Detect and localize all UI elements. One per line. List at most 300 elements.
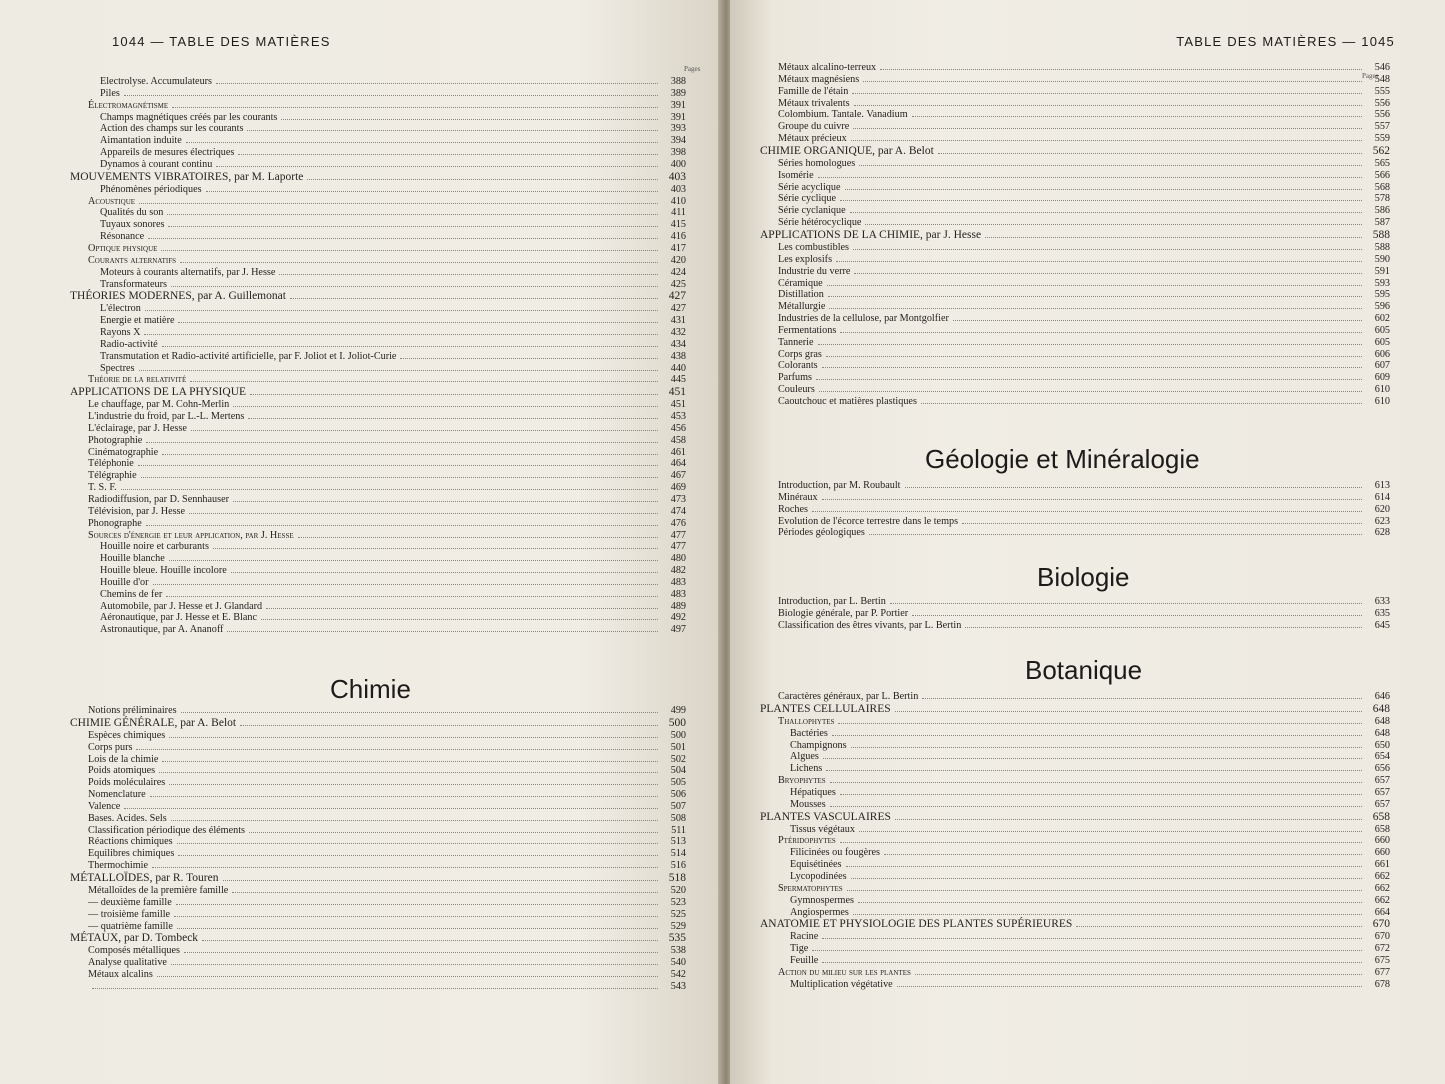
- toc-entry: [70, 541, 686, 553]
- toc-chimie-list: [70, 705, 686, 993]
- toc-entry-page: 506: [670, 789, 686, 801]
- toc-entry-page: 568: [1374, 181, 1390, 193]
- toc-entry-title: Moteurs à courants alternatifs, par J. Hesse: [100, 266, 276, 278]
- dot-leader: [912, 116, 1362, 117]
- toc-entry: [70, 789, 686, 801]
- toc-entry: [760, 121, 1390, 133]
- toc-entry: [760, 242, 1390, 254]
- dot-leader: [850, 212, 1362, 213]
- toc-entry-title: Composés métalliques: [88, 945, 180, 957]
- toc-entry-title: Réactions chimiques: [88, 836, 173, 848]
- toc-entry: [70, 897, 686, 909]
- dot-leader: [162, 346, 658, 347]
- toc-entry-title: Métallurgie: [778, 301, 826, 313]
- toc-entry-page: 477: [670, 541, 686, 553]
- toc-entry: [760, 824, 1390, 836]
- toc-entry-page: 605: [1374, 324, 1390, 336]
- toc-entry-page: 620: [1374, 503, 1390, 515]
- toc-entry: [760, 811, 1390, 824]
- dot-leader: [159, 772, 658, 773]
- dot-leader: [162, 761, 658, 762]
- toc-entry-title: L'électron: [100, 303, 141, 315]
- toc-entry: [70, 374, 686, 386]
- toc-entry-title: Industries de la cellulose, par Montgolfier: [778, 313, 949, 325]
- dot-leader: [92, 988, 658, 989]
- toc-entry-title: Métaux trivalents: [778, 97, 850, 109]
- toc-entry-title: Tige: [790, 943, 809, 955]
- toc-entry: [70, 447, 686, 459]
- toc-entry: [70, 765, 686, 777]
- dot-leader: [822, 367, 1362, 368]
- toc-entry-page: 661: [1374, 859, 1390, 871]
- dot-leader: [953, 320, 1362, 321]
- toc-geologie-list: [760, 480, 1390, 539]
- toc-entry-page: 504: [670, 765, 686, 777]
- toc-entry-title: Qualités du son: [100, 207, 164, 219]
- toc-entry-page: 415: [670, 219, 686, 231]
- dot-leader: [216, 166, 658, 167]
- toc-entry-title: Chemins de fer: [100, 588, 163, 600]
- toc-entry: [760, 396, 1390, 408]
- toc-entry-title: Spermatophytes: [778, 882, 843, 894]
- toc-entry: [760, 205, 1390, 217]
- toc-entry: [70, 315, 686, 327]
- toc-entry-title: Angiospermes: [790, 906, 849, 918]
- dot-leader: [838, 723, 1362, 724]
- toc-entry-page: 610: [1374, 384, 1390, 396]
- dot-leader: [897, 986, 1362, 987]
- toc-entry: [70, 386, 686, 399]
- toc-entry: [760, 751, 1390, 763]
- toc-entry-page: 427: [670, 303, 686, 315]
- toc-entry-title: Equilibres chimiques: [88, 848, 175, 860]
- dot-leader: [202, 940, 658, 941]
- toc-entry-title: Distillation: [778, 289, 824, 301]
- toc-entry-title: Introduction, par M. Roubault: [778, 480, 901, 491]
- toc-entry: [70, 530, 686, 542]
- toc-entry: [70, 279, 686, 291]
- toc-entry: [70, 981, 686, 993]
- toc-entry-title: Industrie du verre: [778, 265, 851, 277]
- toc-entry: [760, 835, 1390, 847]
- dot-leader: [905, 487, 1362, 488]
- dot-leader: [232, 892, 658, 893]
- dot-leader: [829, 308, 1362, 309]
- toc-entry-page: 648: [1374, 727, 1390, 739]
- toc-entry-title: Champignons: [790, 739, 847, 751]
- dot-leader: [233, 406, 658, 407]
- dot-leader: [832, 735, 1362, 736]
- toc-entry-title: Phénomènes périodiques: [100, 183, 202, 195]
- dot-leader: [938, 153, 1362, 154]
- toc-entry-title: Houille blanche: [100, 553, 165, 565]
- toc-entry-title: Multiplication végétative: [790, 978, 893, 990]
- toc-entry-title: Téléphonie: [88, 458, 134, 470]
- dot-leader: [816, 379, 1362, 380]
- toc-entry-title: Corps purs: [88, 741, 133, 753]
- toc-entry-page: 565: [1374, 157, 1390, 169]
- toc-entry: [760, 289, 1390, 301]
- toc-entry: [760, 895, 1390, 907]
- toc-entry-page: 633: [1374, 596, 1390, 607]
- dot-leader: [180, 262, 658, 263]
- toc-entry-title: Bryophytes: [778, 775, 826, 787]
- toc-entry-title: Energie et matière: [100, 315, 175, 327]
- dot-leader: [167, 214, 658, 215]
- toc-entry: [760, 254, 1390, 266]
- toc-entry-page: 660: [1374, 847, 1390, 859]
- dot-leader: [822, 962, 1362, 963]
- toc-entry-page: 480: [670, 553, 686, 565]
- toc-entry: [70, 267, 686, 279]
- toc-entry: [70, 969, 686, 981]
- toc-entry: [760, 109, 1390, 121]
- toc-entry-title: — deuxième famille: [88, 896, 172, 908]
- toc-entry: [760, 349, 1390, 361]
- toc-entry-title: Tuyaux sonores: [100, 219, 165, 231]
- dot-leader: [169, 784, 658, 785]
- toc-entry-title: Bases. Acides. Sels: [88, 812, 167, 824]
- toc-entry: [70, 506, 686, 518]
- toc-entry: [760, 943, 1390, 955]
- toc-entry: [760, 145, 1390, 158]
- toc-entry: [760, 596, 1390, 608]
- dot-leader: [178, 855, 658, 856]
- toc-entry-page: 476: [670, 517, 686, 529]
- toc-entry: [70, 577, 686, 589]
- dot-leader: [827, 285, 1362, 286]
- toc-entry-page: 501: [670, 741, 686, 753]
- toc-entry: [70, 872, 686, 885]
- dot-leader: [186, 142, 658, 143]
- toc-entry: [70, 231, 686, 243]
- dot-leader: [169, 560, 658, 561]
- toc-entry: [70, 885, 686, 897]
- toc-entry: [70, 836, 686, 848]
- dot-leader: [854, 273, 1362, 274]
- toc-entry-page: 657: [1374, 775, 1390, 787]
- toc-entry-page: 591: [1374, 265, 1390, 277]
- toc-entry-page: 502: [670, 753, 686, 765]
- dot-leader: [139, 370, 658, 371]
- dot-leader: [281, 119, 658, 120]
- toc-entry: [760, 871, 1390, 883]
- toc-entry: [70, 565, 686, 577]
- toc-entry-page: 416: [670, 231, 686, 243]
- toc-entry-page: 513: [670, 836, 686, 848]
- dot-leader: [181, 712, 658, 713]
- toc-entry-title: Radio-activité: [100, 338, 158, 350]
- toc-entry-page: 453: [670, 411, 686, 423]
- toc-entry-page: 607: [1374, 360, 1390, 372]
- toc-entry-title: THÉORIES MODERNES, par A. Guillemonat: [70, 290, 286, 303]
- toc-entry: [70, 219, 686, 231]
- toc-entry-page: 662: [1374, 882, 1390, 894]
- toc-entry: [760, 931, 1390, 943]
- dot-leader: [895, 819, 1362, 820]
- dot-leader: [853, 128, 1362, 129]
- dot-leader: [138, 465, 658, 466]
- toc-entry: [760, 325, 1390, 337]
- toc-entry: [760, 608, 1390, 620]
- toc-entry-page: 464: [670, 458, 686, 470]
- toc-entry-page: 461: [670, 446, 686, 458]
- dot-leader: [400, 358, 658, 359]
- toc-entry: [760, 918, 1390, 931]
- section-title-biologie: Biologie: [1037, 562, 1130, 592]
- toc-entry: [760, 158, 1390, 170]
- toc-entry-page: 546: [1374, 62, 1390, 73]
- dot-leader: [141, 477, 658, 478]
- toc-entry-title: Valence: [88, 800, 121, 812]
- toc-entry-title: Optique physique: [88, 242, 158, 254]
- toc-entry-page: 614: [1374, 491, 1390, 503]
- toc-entry-page: 628: [1374, 527, 1390, 539]
- toc-entry-page: 440: [670, 362, 686, 374]
- dot-leader: [233, 501, 658, 502]
- toc-entry-title: — quatrième famille: [88, 920, 173, 932]
- toc-entry: [70, 147, 686, 159]
- dot-leader: [136, 749, 658, 750]
- toc-entry-page: 410: [670, 195, 686, 207]
- toc-entry-page: 595: [1374, 289, 1390, 301]
- running-head-left: 1044 — TABLE DES MATIÈRES: [112, 34, 331, 49]
- toc-entry-title: APPLICATIONS DE LA CHIMIE, par J. Hesse: [760, 228, 982, 241]
- dot-leader: [146, 525, 658, 526]
- toc-entry-title: ANATOMIE ET PHYSIOLOGIE DES PLANTES SUPÉRIEURES: [760, 918, 1073, 931]
- toc-entry: [760, 266, 1390, 278]
- toc-entry-title: Introduction, par L. Bertin: [778, 596, 886, 607]
- toc-entry-page: 477: [670, 529, 686, 541]
- toc-entry: [70, 243, 686, 255]
- toc-entry-page: 556: [1374, 109, 1390, 121]
- toc-entry-page: 646: [1374, 691, 1390, 702]
- toc-entry: [760, 740, 1390, 752]
- toc-entry-page: 645: [1374, 619, 1390, 631]
- toc-entry-title: MÉTALLOÏDES, par R. Touren: [70, 871, 219, 884]
- dot-leader: [166, 596, 658, 597]
- toc-entry: [760, 883, 1390, 895]
- toc-entry-title: Electrolyse. Accumulateurs: [100, 76, 213, 87]
- toc-entry-title: Houille bleue. Houille incolore: [100, 565, 227, 577]
- toc-entry: [760, 313, 1390, 325]
- toc-entry-title: Classification des êtres vivants, par L. Bertin: [778, 619, 962, 631]
- dot-leader: [177, 928, 658, 929]
- toc-entry: [70, 494, 686, 506]
- toc-entry-page: 650: [1374, 739, 1390, 751]
- toc-entry-title: CHIMIE ORGANIQUE, par A. Belot: [760, 144, 934, 157]
- toc-entry-title: Ptéridophytes: [778, 835, 836, 847]
- running-head-right: TABLE DES MATIÈRES — 1045: [1176, 34, 1395, 49]
- toc-entry-page: 432: [670, 327, 686, 339]
- dot-leader: [231, 572, 658, 573]
- toc-entry-page: 456: [670, 422, 686, 434]
- dot-leader: [851, 747, 1362, 748]
- toc-entry-title: Caractères généraux, par L. Bertin: [778, 691, 919, 702]
- dot-leader: [895, 711, 1362, 712]
- dot-leader: [858, 902, 1362, 903]
- toc-entry-title: Biologie générale, par P. Portier: [778, 607, 909, 619]
- toc-entry-page: 596: [1374, 301, 1390, 313]
- toc-entry: [70, 171, 686, 184]
- toc-entry: [760, 217, 1390, 229]
- dot-leader: [248, 418, 658, 419]
- toc-entry-title: Hépatiques: [790, 786, 836, 798]
- toc-entry: [760, 504, 1390, 516]
- toc-entry-page: 420: [670, 254, 686, 266]
- toc-entry-title: CHIMIE GÉNÉRALE, par A. Belot: [70, 716, 237, 729]
- toc-entry-page: 445: [670, 374, 686, 386]
- toc-entry-title: Racine: [790, 931, 819, 943]
- toc-entry-title: Lichens: [790, 763, 823, 775]
- toc-entry: [760, 170, 1390, 182]
- section-title-geologie: Géologie et Minéralogie: [925, 444, 1200, 474]
- toc-entry: [760, 691, 1390, 703]
- toc-entry: [70, 553, 686, 565]
- toc-entry: [760, 775, 1390, 787]
- dot-leader: [168, 226, 658, 227]
- toc-entry: [70, 363, 686, 375]
- dot-leader: [818, 177, 1362, 178]
- toc-entry: [70, 327, 686, 339]
- toc-entry-page: 559: [1374, 133, 1390, 145]
- toc-biologie-list: [760, 596, 1390, 632]
- dot-leader: [840, 332, 1362, 333]
- toc-entry-page: 555: [1374, 85, 1390, 97]
- toc-entry-title: Transformateurs: [100, 278, 167, 290]
- toc-entry: [760, 955, 1390, 967]
- toc-physics-list: [70, 76, 686, 636]
- dot-leader: [884, 854, 1362, 855]
- toc-entry: [70, 624, 686, 636]
- dot-leader: [840, 200, 1362, 201]
- dot-leader: [240, 725, 658, 726]
- dot-leader: [171, 286, 658, 287]
- toc-entry: [760, 787, 1390, 799]
- dot-leader: [836, 261, 1362, 262]
- dot-leader: [819, 391, 1362, 392]
- toc-entry-page: 520: [670, 884, 686, 896]
- toc-entry-page: 391: [670, 111, 686, 123]
- toc-entry-title: PLANTES CELLULAIRES: [760, 702, 891, 715]
- toc-entry-page: 593: [1374, 277, 1390, 289]
- toc-entry-title: Télégraphie: [88, 470, 137, 482]
- toc-entry-title: Le chauffage, par M. Cohn-Merlin: [88, 399, 230, 411]
- dot-leader: [190, 381, 658, 382]
- left-page: [0, 0, 722, 1084]
- dot-leader: [922, 698, 1362, 699]
- toc-entry-page: 562: [1372, 144, 1390, 157]
- toc-entry-title: Equisétinées: [790, 859, 842, 871]
- toc-entry: [70, 423, 686, 435]
- toc-entry-page: 507: [670, 800, 686, 812]
- toc-entry-page: 586: [1374, 205, 1390, 217]
- toc-entry: [70, 730, 686, 742]
- dot-leader: [290, 298, 658, 299]
- toc-entry-title: Thermochimie: [88, 860, 148, 872]
- toc-entry: [70, 100, 686, 112]
- dot-leader: [216, 83, 658, 84]
- toc-entry-title: Nomenclature: [88, 789, 146, 801]
- toc-entry-page: 588: [1372, 228, 1390, 241]
- toc-entry: [70, 754, 686, 766]
- dot-leader: [859, 831, 1362, 832]
- toc-entry-title: Notions préliminaires: [88, 705, 177, 716]
- toc-entry-page: 529: [670, 920, 686, 932]
- dot-leader: [162, 454, 658, 455]
- toc-entry-page: 623: [1374, 515, 1390, 527]
- toc-entry-page: 500: [668, 716, 686, 729]
- toc-entry-title: Lycopodinées: [790, 870, 847, 882]
- dot-leader: [851, 140, 1362, 141]
- toc-entry-title: Transmutation et Radio-activité artificielle, par F. Joliot et I. Joliot-Curie: [100, 350, 397, 362]
- toc-entry: [760, 182, 1390, 194]
- dot-leader: [854, 105, 1362, 106]
- dot-leader: [250, 394, 658, 395]
- toc-entry: [760, 337, 1390, 349]
- toc-entry-title: Astronautique, par A. Ananoff: [100, 624, 224, 636]
- dot-leader: [121, 489, 658, 490]
- toc-entry-title: Acoustique: [88, 195, 136, 207]
- toc-entry-page: 635: [1374, 607, 1390, 619]
- dot-leader: [174, 916, 658, 917]
- toc-entry: [70, 112, 686, 124]
- toc-entry-page: 670: [1374, 931, 1390, 943]
- toc-entry-title: Tissus végétaux: [790, 823, 855, 835]
- toc-entry-title: Evolution de l'écorce terrestre dans le temps: [778, 515, 959, 527]
- toc-entry-page: 662: [1374, 894, 1390, 906]
- toc-entry-page: 483: [670, 588, 686, 600]
- toc-entry-page: 540: [670, 957, 686, 969]
- toc-entry: [760, 703, 1390, 716]
- dot-leader: [157, 976, 658, 977]
- toc-entry-title: Piles: [100, 87, 120, 99]
- toc-entry-title: Cinématographie: [88, 446, 159, 458]
- toc-entry: [70, 135, 686, 147]
- toc-entry-title: Photographie: [88, 434, 143, 446]
- toc-entry-title: MOUVEMENTS VIBRATOIRES, par M. Laporte: [70, 170, 304, 183]
- toc-entry-title: Action des champs sur les courants: [100, 123, 244, 135]
- toc-entry: [70, 612, 686, 624]
- dot-leader: [261, 619, 658, 620]
- section-title-botanique: Botanique: [1025, 655, 1143, 685]
- toc-entry-page: 389: [670, 87, 686, 99]
- toc-entry: [70, 399, 686, 411]
- toc-entry: [70, 813, 686, 825]
- dot-leader: [298, 537, 658, 538]
- toc-entry-title: Théorie de la relativité: [88, 374, 187, 386]
- toc-entry-title: Gymnospermes: [790, 894, 854, 906]
- toc-entry-title: Métaux alcalino-terreux: [778, 62, 877, 73]
- toc-entry: [760, 480, 1390, 492]
- toc-entry-page: 499: [670, 705, 686, 716]
- toc-entry-title: Groupe du cuivre: [778, 121, 850, 133]
- dot-leader: [161, 250, 658, 251]
- toc-entry: [70, 159, 686, 171]
- dot-leader: [823, 758, 1362, 759]
- dot-leader: [124, 95, 658, 96]
- toc-entry-title: Métaux précieux: [778, 133, 847, 145]
- toc-entry: [70, 932, 686, 945]
- toc-entry: [760, 979, 1390, 991]
- toc-entry-title: Série cyclanique: [778, 205, 846, 217]
- toc-entry: [70, 184, 686, 196]
- dot-leader: [247, 130, 658, 131]
- toc-entry: [70, 482, 686, 494]
- toc-entry-title: Bactéries: [790, 727, 828, 739]
- toc-entry-title: Radiodiffusion, par D. Sennhauser: [88, 494, 229, 505]
- toc-entry: [70, 945, 686, 957]
